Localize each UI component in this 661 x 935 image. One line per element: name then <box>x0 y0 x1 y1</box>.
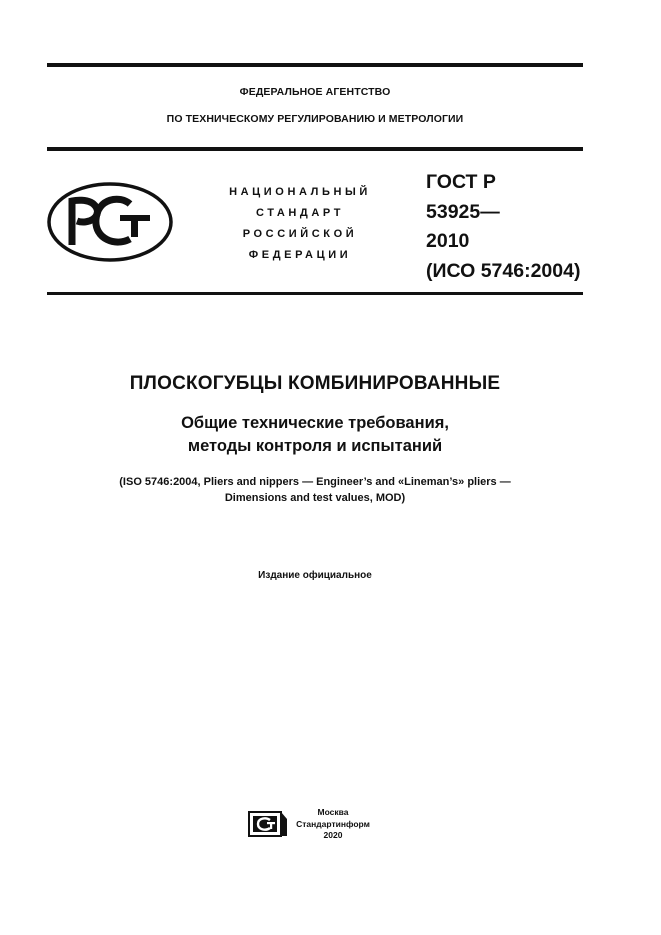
standartinform-logo-icon <box>248 811 288 837</box>
subtitle-line: Общие технические требования, <box>181 414 449 432</box>
designation-line: (ИСО 5746:2004) <box>426 259 581 282</box>
subtitle-line: методы контроля и испытаний <box>187 437 443 455</box>
standard-designation <box>426 168 580 286</box>
document-title: ПЛОСКОГУБЦЫ КОМБИНИРОВАННЫЕ <box>129 373 501 394</box>
publication-year: 2020 <box>323 830 343 840</box>
agency-name-line1: ФЕДЕРАЛЬНОЕ АГЕНТСТВО <box>239 86 391 98</box>
iso-reference-line: (ISO 5746:2004, Pliers and nippers — Engineer’s and «Lineman’s» pliers — <box>119 476 511 488</box>
agency-name-line2: ПО ТЕХНИЧЕСКОМУ РЕГУЛИРОВАНИЮ И МЕТРОЛОГИИ <box>166 113 464 125</box>
standard-word: РОССИЙСКОЙ <box>242 228 358 240</box>
designation-line: 2010 <box>426 230 470 252</box>
standard-word: НАЦИОНАЛЬНЫЙ <box>229 186 371 198</box>
header-bottom-rule <box>47 292 583 295</box>
standard-word: СТАНДАРТ <box>255 207 345 219</box>
publisher-block <box>293 807 373 842</box>
designation-line: ГОСТ Р <box>426 171 496 193</box>
standard-word: ФЕДЕРАЦИИ <box>248 249 352 261</box>
document-subtitle <box>47 412 583 458</box>
designation-line: 53925— <box>426 200 500 223</box>
iso-reference-line: Dimensions and test values, MOD) <box>224 492 406 504</box>
national-standard-label <box>200 182 400 266</box>
iso-reference <box>47 474 583 506</box>
top-rule <box>47 63 583 67</box>
rst-mark-icon <box>46 181 174 263</box>
publisher-name: Стандартинформ <box>296 818 370 829</box>
edition-label: Издание официальное <box>258 570 372 581</box>
header-rule <box>47 147 583 151</box>
publisher-city: Москва <box>317 807 349 817</box>
